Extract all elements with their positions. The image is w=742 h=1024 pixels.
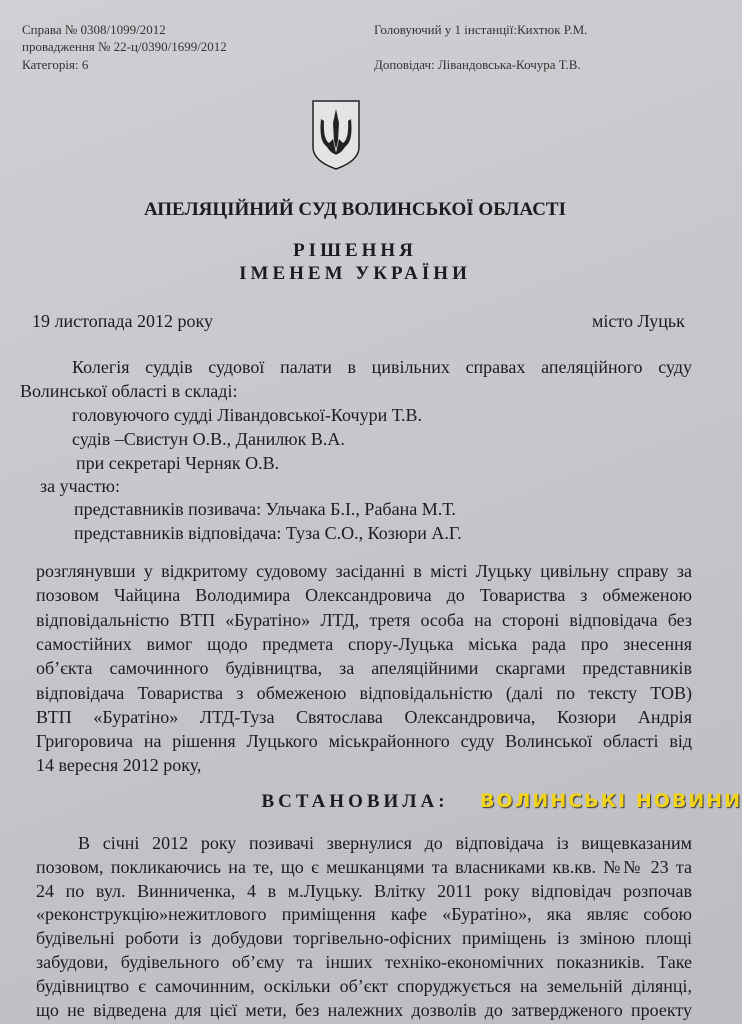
panel-line: при секретарі Черняк О.В.: [76, 453, 280, 473]
paragraph-line: 24 по вул. Винниченка, 4 в м.Луцьку. Влітку 2011 року відповідач розпочав: [36, 880, 692, 901]
panel-line: судів –Свистун О.В., Данилюк В.А.: [72, 429, 345, 449]
section-title: ВСТАНОВИЛА:: [261, 791, 449, 812]
paragraph-line: що не відведена для цієї мети, без належних дозволів до затвердженого проекту: [36, 999, 692, 1020]
panel-line: Волинської області в складі:: [20, 381, 238, 401]
paragraph-line: ВТП «Буратіно» ЛТД-Туза Святослава Олександровича, Козюри Андрія: [36, 706, 692, 727]
paragraph-line: будівельні роботи із добудови торгівельно-офісних приміщень із зміною площі: [36, 928, 692, 949]
panel-line: представників відповідача: Туза С.О., Козюри А.Г.: [74, 523, 462, 543]
paragraph-line: самостійних вимог щодо предмета спору-Луцька міська рада про знесення: [36, 633, 692, 654]
case-number: Справа № 0308/1099/2012: [22, 22, 166, 37]
paragraph-line: розглянувши у відкритому судовому засіданні в місті Луцьку цивільну справу за: [36, 561, 692, 581]
paragraph-line: відповідальністю ВТП «Буратіно» ЛТД, третя особа на стороні відповідача без: [36, 609, 692, 630]
paragraph-line: будівництво є самочинним, оскільки об’єкт споруджується на земельній ділянці,: [36, 975, 692, 996]
paragraph-line: об’єкта самочинного будівництва, за апеляційними скаргами представників: [36, 658, 692, 679]
proceeding-number: провадження № 22-ц/0390/1699/2012: [22, 39, 227, 54]
decision-date: 19 листопада 2012 року: [32, 311, 213, 331]
paragraph-line: позовом Чайцина Володимира Олександровича до Товариства з обмеженою: [36, 585, 692, 606]
presiding-first-instance: Головуючий у 1 інстанції:Кихтюк Р.М.: [374, 22, 588, 37]
paragraph-line: «реконструкцію»нежитлового приміщення кафе «Буратіно», яка являє собою: [36, 904, 692, 925]
panel-line: головуючого судді Лівандовської-Кочури Т.В.: [72, 405, 422, 425]
panel-line: Колегія суддів судової палати в цивільних справах апеляційного суду: [72, 357, 692, 377]
decision-city: місто Луцьк: [592, 311, 685, 331]
document-title: РІШЕННЯ: [293, 240, 417, 261]
watermark-logo: ВОЛИНСЬКІ НОВИНИ: [480, 790, 742, 812]
trident-emblem-icon: [311, 99, 361, 171]
paragraph-line: відповідача Товариства з обмеженою відповідальністю (далі по тексту ТОВ): [36, 682, 692, 703]
paragraph-line: В січні 2012 року позивачі звернулися до відповідача із вищевказаним: [78, 833, 692, 853]
category: Категорія: 6: [22, 57, 89, 72]
panel-line: представників позивача: Ульчака Б.І., Рабана М.Т.: [74, 499, 456, 519]
paragraph-line: 14 вересня 2012 року,: [36, 755, 202, 776]
court-name: АПЕЛЯЦІЙНИЙ СУД ВОЛИНСЬКОЇ ОБЛАСТІ: [144, 199, 566, 220]
rapporteur: Доповідач: Лівандовська-Кочура Т.В.: [374, 57, 581, 72]
document-subtitle: ІМЕНЕМ УКРАЇНИ: [239, 263, 471, 284]
paragraph-line: позовом, покликаючись на те, що є мешканцями та власниками кв.кв. №№ 23 та: [36, 856, 692, 877]
paragraph-line: забудови, будівельного об’єму та інших техніко-економічних показників. Таке: [36, 952, 692, 972]
paragraph-line: Григоровича на рішення Луцького міськрайонного суду Волинської області від: [36, 731, 692, 752]
panel-line: за участю:: [40, 476, 120, 496]
